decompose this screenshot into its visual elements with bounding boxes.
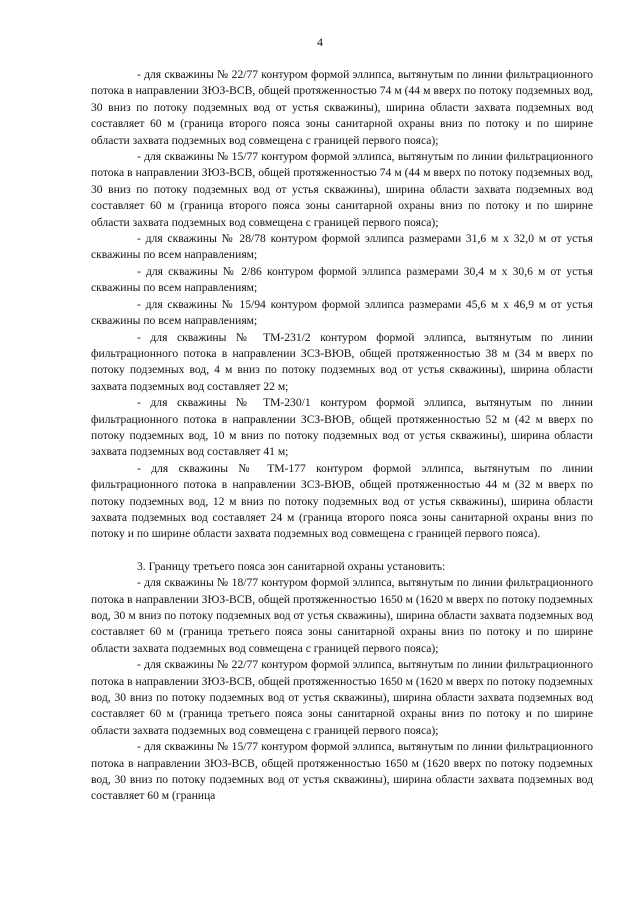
document-body <box>91 67 593 805</box>
paragraph: - для скважины № 2/86 контуром формой эллипса размерами 30,4 м x 30,6 м от устья скважины по всем направлениям; <box>91 264 593 295</box>
paragraph: - для скважины № ТМ-231/2 контуром формой эллипса, вытянутым по линии фильтрационного потока в направлении ЗСЗ-ВЮВ, общей протяженностью 38 м (34 м вверх по потоку подземных вод, 4 м вниз по потоку подземных вод от устья скважины), ширина области захвата подземных вод составляет 22 м; <box>91 330 593 393</box>
paragraph: - для скважины № 18/77 контуром формой эллипса, вытянутым по линии фильтрационного потока в направлении ЗЮЗ-ВСВ, общей протяженностью 1650 м (1620 м вверх по потоку подземных вод, 30 м вниз по потоку подземных вод от устья скважины), ширина области захвата подземных вод составляет 60 м (граница третьего пояса зоны санитарной охраны вниз по потоку и по ширине области захвата подземных вод совмещена с границей первого пояса); <box>91 576 593 655</box>
paragraph: - для скважины № 15/77 контуром формой эллипса, вытянутым по линии фильтрационного потока в направлении ЗЮЗ-ВСВ, общей протяженностью 74 м (44 м вверх по потоку подземных вод, 30 вниз по потоку подземных вод от устья скважины), ширина области захвата подземных вод составляет 60 м (граница второго пояса зоны санитарной охраны вниз по потоку и по ширине области захвата подземных вод совмещена с границей первого пояса); <box>91 150 593 229</box>
paragraph: - для скважины № ТМ-230/1 контуром формой эллипса, вытянутым по линии фильтрационного потока в направлении ЗСЗ-ВЮВ, общей протяженностью 52 м (42 м вверх по потоку подземных вод, 10 м вниз по потоку подземных вод от устья скважины), ширина области захвата подземных вод составляет 41 м; <box>91 396 593 459</box>
paragraph: - для скважины № 22/77 контуром формой эллипса, вытянутым по линии фильтрационного потока в направлении ЗЮЗ-ВСВ, общей протяженностью 1650 м (1620 м вверх по потоку подземных вод, 30 вниз по потоку подземных вод от устья скважины), ширина области захвата подземных вод составляет 60 м (граница третьего пояса зоны санитарной охраны вниз по потоку и по ширине области захвата подземных вод совмещена с границей первого пояса); <box>91 658 593 737</box>
section-heading: 3. Границу третьего пояса зон санитарной охраны установить: <box>137 559 446 573</box>
page-number: 4 <box>317 35 323 49</box>
paragraph: - для скважины № 15/94 контуром формой эллипса размерами 45,6 м x 46,9 м от устья скважины по всем направлениям; <box>91 297 593 328</box>
paragraph: - для скважины № 22/77 контуром формой эллипса, вытянутым по линии фильтрационного потока в направлении ЗЮЗ-ВСВ, общей протяженностью 74 м (44 м вверх по потоку подземных вод, 30 вниз по потоку подземных вод от устья скважины), ширина области захвата подземных вод составляет 60 м (граница второго пояса зоны санитарной охраны вниз по потоку и по ширине области захвата подземных вод совмещена с границей первого пояса); <box>91 68 593 147</box>
paragraph: - для скважины № 15/77 контуром формой эллипса, вытянутым по линии фильтрационного потока в направлении ЗЮЗ-ВСВ, общей протяженностью 1650 м (1620 вверх по потоку подземных вод, 30 вниз по потоку подземных вод от устья скважины), ширина области захвата подземных вод составляет 60 м (граница <box>91 740 593 803</box>
paragraph: - для скважины № ТМ-177 контуром формой эллипса, вытянутым по линии фильтрационного потока в направлении ЗСЗ-ВЮВ, общей протяженностью 44 м (32 м вверх по потоку подземных вод, 12 м вниз по потоку подземных вод от устья скважины), ширина области захвата подземных вод составляет 24 м (граница второго пояса зоны санитарной охраны вниз по потоку и по ширине области захвата подземных вод совмещена с границей первого пояса). <box>91 461 593 541</box>
paragraph: - для скважины № 28/78 контуром формой эллипса размерами 31,6 м x 32,0 м от устья скважины по всем направлениям; <box>91 232 593 262</box>
